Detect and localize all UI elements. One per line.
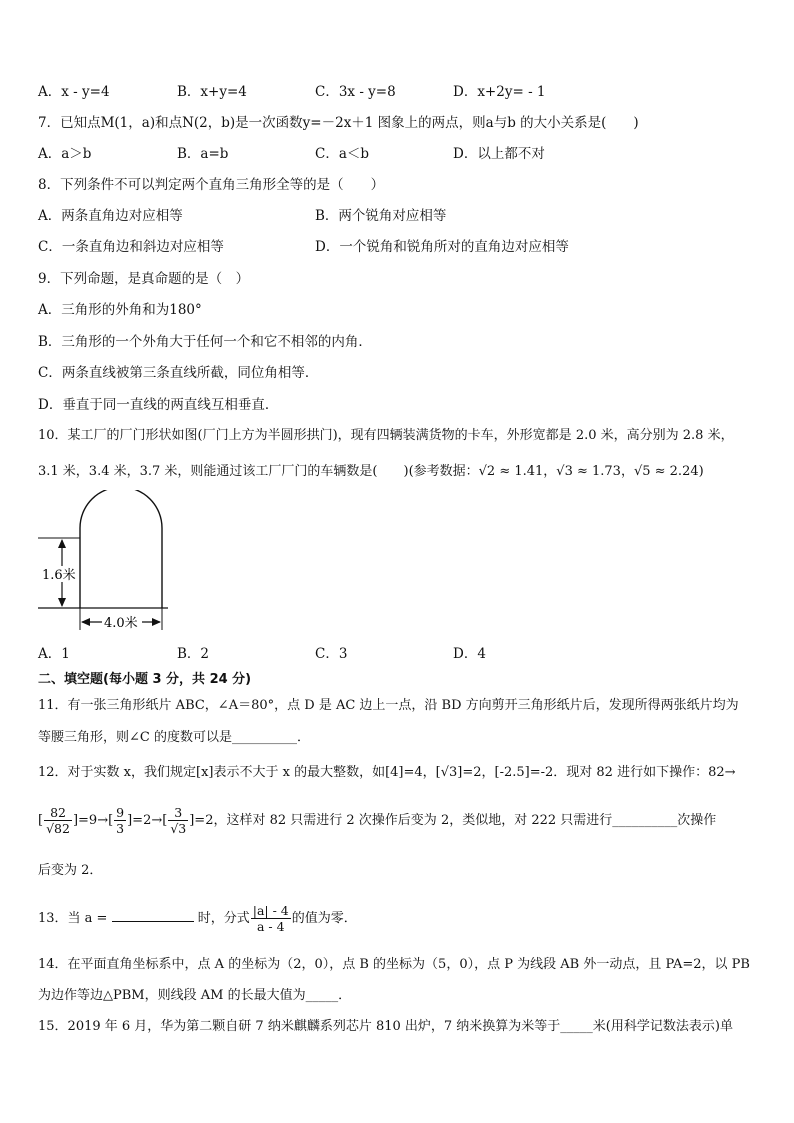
q13-fraction [251,903,291,934]
q13-middle: 时，分式 [197,911,250,926]
q13-answer-blank[interactable] [112,908,194,922]
section-fill-in-heading: 二、填空题(每小题 3 分，共 24 分) [38,672,252,687]
q9-option-c: C．两条直线被第三条直线所截，同位角相等． [38,365,319,381]
q7-option-b: B．a=b [177,146,229,162]
q13-suffix: 的值为零． [291,911,357,926]
q7-option-c: C．a＜b [315,146,370,162]
q6-option-d: D．x+2y= - 1 [453,84,546,100]
q8-option-a: A．两条直角边对应相等 [38,208,183,224]
q8-option-c: C．一条直角边和斜边对应相等 [38,239,224,255]
q12-step-3: ]=2，这样对 82 只需进行 2 次操作后变为 2，类似地，对 222 只需进行__________次操作 [189,813,717,828]
q7-option-a: A．a＞b [38,146,92,162]
q12-line1: 12．对于实数 x，我们规定[x]表示不大于 x 的最大整数，如[4]=4，[√3]=2，[-2.5]=-2．现对 82 进行如下操作：82→ [38,765,736,780]
q12-bracket-open: [ [38,813,44,828]
q12-fraction-2 [114,805,126,836]
gate-figure [36,490,176,635]
q12-fraction-1 [44,805,72,836]
height-arrow-down [58,598,66,607]
q10-option-b: B．2 [177,646,210,662]
q13-prefix: 13．当 a = [38,911,108,926]
width-arrow-right [152,618,161,626]
q8-option-b: B．两个锐角对应相等 [315,208,447,224]
q10-stem-line1: 10．某工厂的厂门形状如图(厂门上方为半圆形拱门)，现有四辆装满货物的卡车，外形宽都是 2.0 米，高分别为 2.8 米， [38,428,734,443]
q10-option-c: C．3 [315,646,348,662]
q6-option-b: B．x+y=4 [177,84,247,100]
q9-option-a: A．三角形的外角和为180° [38,302,202,318]
q8-stem: 8．下列条件不可以判定两个直角三角形全等的是（ ） [38,177,385,193]
q12-step-1: ]=9→[ [72,813,114,828]
q9-stem: 9．下列命题，是真命题的是（ ） [38,271,250,287]
q9-option-b: B．三角形的一个外角大于任何一个和它不相邻的内角． [38,334,372,350]
q8-option-d: D．一个锐角和锐角所对的直角边对应相等 [315,239,569,255]
q12-fraction-3 [168,805,188,836]
q13-line [38,900,357,938]
q12-fraction-2-den: 3 [116,821,125,836]
height-label: 1.6米 [42,568,76,583]
q14-line2: 为边作等边△PBM，则线段 AM 的长最大值为_____． [38,988,352,1003]
q15-line1: 15．2019 年 6 月，华为第二颗自研 7 纳米麒麟系列芯片 810 出炉，7 纳米换算为米等于_____米(用科学记数法表示)单 [38,1019,733,1034]
q12-fraction-1-den: √82 [46,821,70,836]
q6-option-c: C．3x - y=8 [315,84,396,100]
q9-option-d: D．垂直于同一直线的两直线互相垂直． [38,397,279,413]
q12-fraction-3-num: 3 [168,805,188,821]
q11-line2: 等腰三角形，则∠C 的度数可以是__________． [38,730,310,745]
q7-stem: 7．已知点M(1，a)和点N(2，b)是一次函数y=－2x＋1 图象上的两点，则a与b 的大小关系是( ) [38,115,639,131]
height-arrow-up [58,539,66,548]
q7-option-d: D．以上都不对 [453,146,545,162]
q12-line3: 后变为 2． [38,863,103,878]
q10-stem-line2: 3.1 米，3.4 米，3.7 米，则能通过该工厂厂门的车辆数是( )(参考数据：√2 ≈ 1.41，√3 ≈ 1.73，√5 ≈ 2.24) [38,464,704,479]
width-label: 4.0米 [104,616,138,631]
width-arrow-left [81,618,90,626]
q11-line1: 11．有一张三角形纸片 ABC，∠A＝80°，点 D 是 AC 边上一点，沿 BD 方向剪开三角形纸片后，发现所得两张纸片均为 [38,698,739,713]
q12-fraction-3-den: √3 [170,821,187,836]
gate-outline [80,490,162,608]
q10-option-a: A．1 [38,646,70,662]
q13-fraction-den: a - 4 [256,919,285,934]
q12-fraction-2-num: 9 [116,805,125,820]
q6-option-a: A．x - y=4 [38,84,110,100]
q10-option-d: D．4 [453,646,486,662]
q12-step-2: ]=2→[ [127,813,168,828]
q12-line2 [38,802,716,840]
q14-line1: 14．在平面直角坐标系中，点 A 的坐标为（2，0），点 B 的坐标为（5，0），点 P 为线段 AB 外一动点，且 PA=2，以 PB [38,957,750,972]
q12-fraction-1-num: 82 [44,805,72,821]
q13-fraction-num: |a| - 4 [252,903,289,918]
